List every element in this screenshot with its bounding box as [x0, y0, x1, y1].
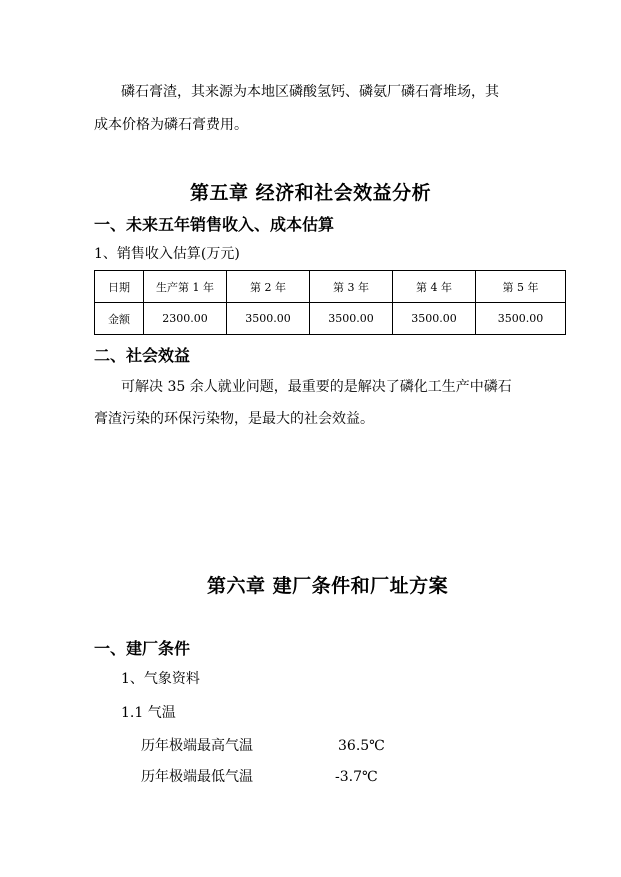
intro-line-2: 成本价格为磷石膏费用。 [94, 117, 248, 133]
section-social-benefit: 二、社会效益 [94, 346, 191, 365]
section-sales-cost-estimate: 一、未来五年销售收入、成本估算 [94, 215, 335, 234]
sales-revenue-table [94, 270, 566, 335]
table-cell: 3500.00 [476, 303, 566, 335]
table-header-cell: 日期 [95, 271, 144, 303]
table-header-cell: 生产第 1 年 [144, 271, 227, 303]
max-temp-value: 36.5℃ [338, 738, 385, 754]
intro-line-1: 磷石膏渣，其来源为本地区磷酸氢钙、磷氨厂磷石膏堆场，其 [121, 84, 499, 100]
table-header-cell: 第 3 年 [310, 271, 393, 303]
max-temp-label: 历年极端最高气温 [141, 738, 253, 754]
table-header-cell: 第 5 年 [476, 271, 566, 303]
min-temp-value: -3.7℃ [335, 769, 378, 785]
sales-revenue-heading: 1、销售收入估算(万元) [94, 246, 240, 262]
table-header-cell: 第 4 年 [393, 271, 476, 303]
table-row [95, 303, 566, 335]
table-header-row [95, 271, 566, 303]
social-benefit-line-2: 膏渣污染的环保污染物，是最大的社会效益。 [94, 411, 374, 427]
section-site-conditions: 一、建厂条件 [94, 639, 191, 658]
table-cell: 3500.00 [227, 303, 310, 335]
temperature-heading: 1.1 气温 [121, 705, 176, 721]
min-temp-label: 历年极端最低气温 [141, 769, 253, 785]
table-header-cell: 第 2 年 [227, 271, 310, 303]
social-benefit-line-1: 可解决 35 余人就业问题，最重要的是解决了磷化工生产中磷石 [121, 379, 512, 395]
table-cell: 3500.00 [310, 303, 393, 335]
table-cell: 金额 [95, 303, 144, 335]
meteorological-data-heading: 1、气象资料 [121, 671, 200, 687]
table-cell: 2300.00 [144, 303, 227, 335]
chapter-6-title: 第六章 建厂条件和厂址方案 [207, 575, 449, 597]
table-cell: 3500.00 [393, 303, 476, 335]
chapter-5-title: 第五章 经济和社会效益分析 [190, 182, 432, 204]
